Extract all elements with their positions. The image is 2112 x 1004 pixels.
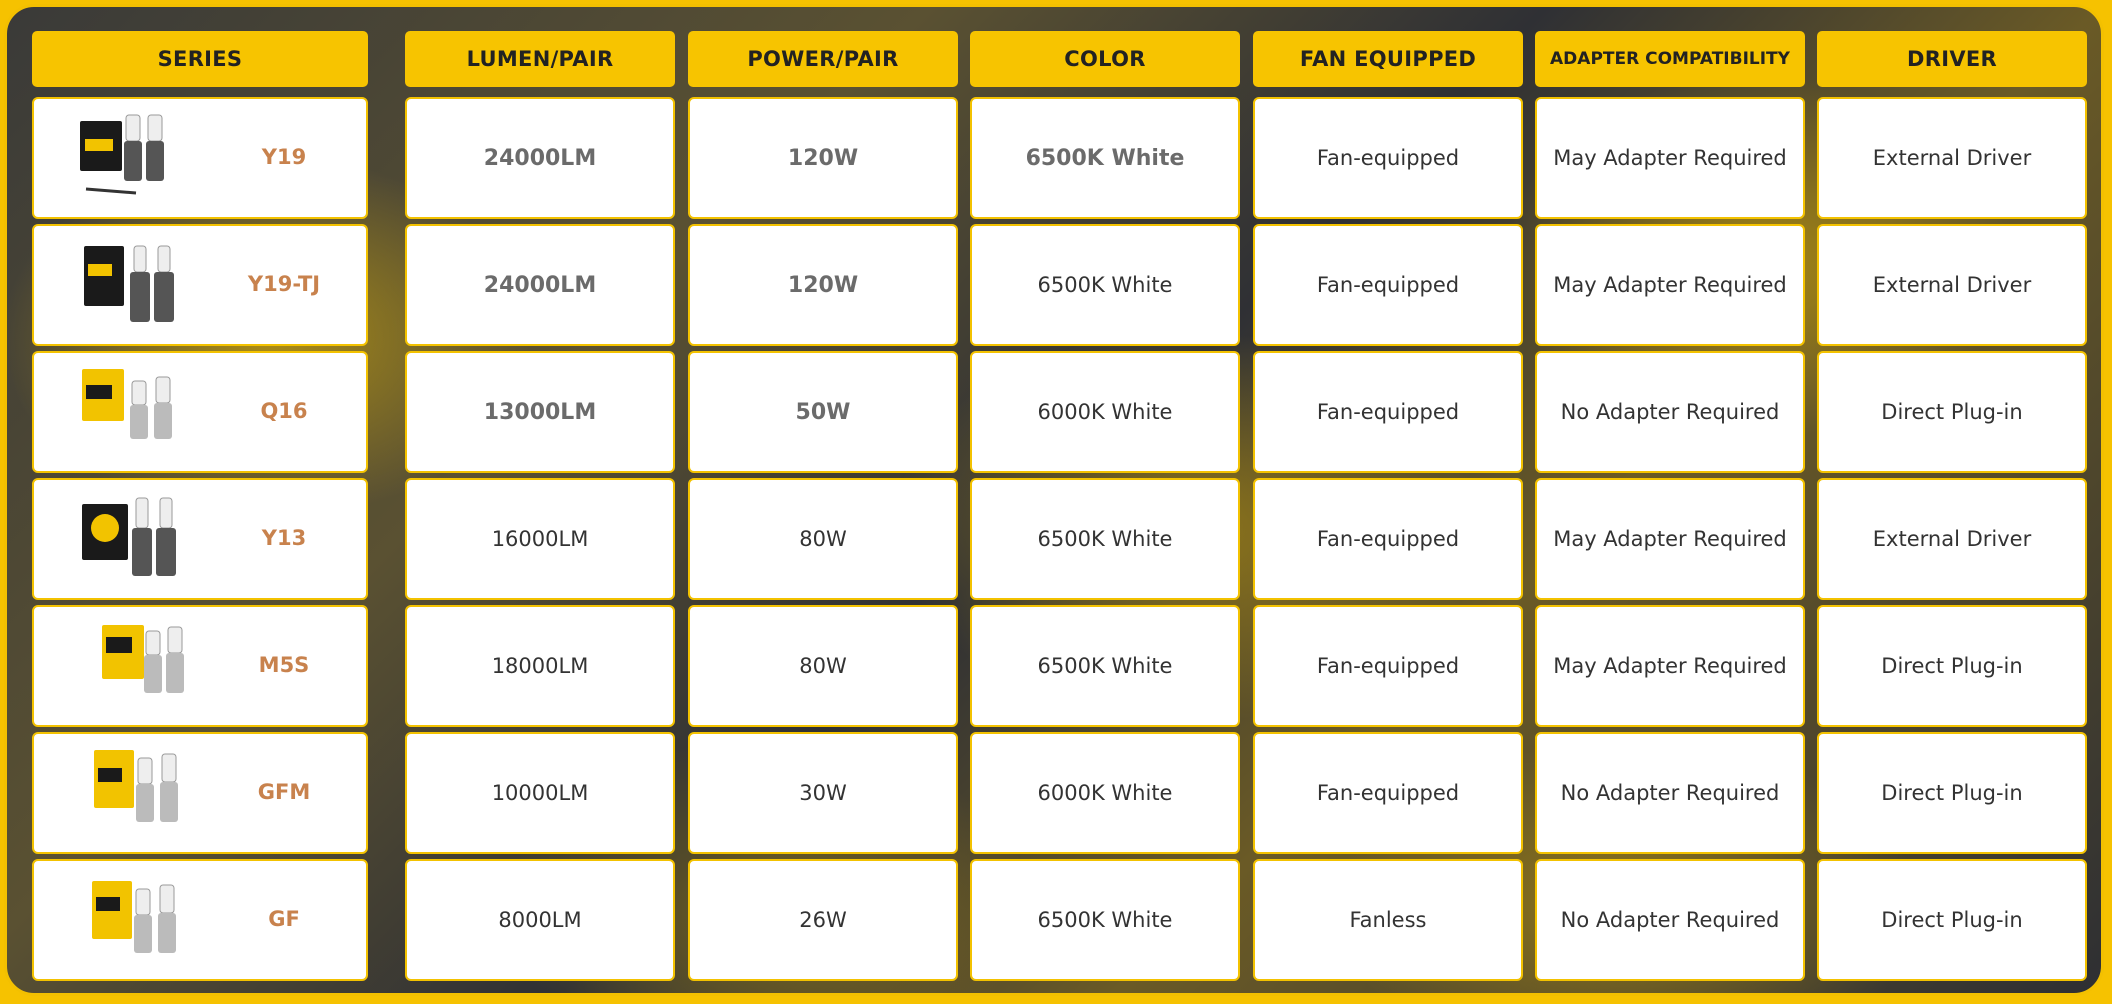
adapter-cell: No Adapter Required	[1535, 859, 1805, 981]
series-cell	[32, 351, 368, 473]
power-cell: 50W	[688, 351, 958, 473]
lumen-cell: 10000LM	[405, 732, 675, 854]
driver-cell: Direct Plug-in	[1817, 605, 2087, 727]
series-name: GF	[268, 907, 300, 931]
color-cell: 6500K White	[970, 859, 1240, 981]
comparison-table	[4, 4, 2104, 996]
adapter-cell: May Adapter Required	[1535, 478, 1805, 600]
adapter-cell: No Adapter Required	[1535, 732, 1805, 854]
series-cell	[32, 97, 368, 219]
lumen-cell: 8000LM	[405, 859, 675, 981]
lumen-cell: 24000LM	[405, 97, 675, 219]
adapter-cell: May Adapter Required	[1535, 97, 1805, 219]
series-cell	[32, 478, 368, 600]
led-headlight-bulb-icon	[76, 490, 196, 590]
driver-cell: Direct Plug-in	[1817, 732, 2087, 854]
adapter-cell: No Adapter Required	[1535, 351, 1805, 473]
color-cell: 6500K White	[970, 224, 1240, 346]
fan-cell: Fanless	[1253, 859, 1523, 981]
fan-cell: Fan-equipped	[1253, 478, 1523, 600]
led-headlight-bulb-icon	[76, 744, 196, 844]
driver-cell: External Driver	[1817, 97, 2087, 219]
series-cell	[32, 605, 368, 727]
header-series: SERIES	[32, 31, 368, 87]
fan-cell: Fan-equipped	[1253, 351, 1523, 473]
series-cell	[32, 859, 368, 981]
series-name: Y19-TJ	[247, 272, 321, 296]
header-color: COLOR	[970, 31, 1240, 87]
series-name: GFM	[257, 780, 311, 804]
driver-cell: External Driver	[1817, 224, 2087, 346]
power-cell: 120W	[688, 224, 958, 346]
series-name: Y13	[261, 526, 307, 550]
series-name: Q16	[260, 399, 308, 423]
driver-cell: External Driver	[1817, 478, 2087, 600]
header-fan: FAN EQUIPPED	[1253, 31, 1523, 87]
power-cell: 30W	[688, 732, 958, 854]
color-cell: 6500K White	[970, 605, 1240, 727]
power-cell: 120W	[688, 97, 958, 219]
color-cell: 6500K White	[970, 478, 1240, 600]
led-headlight-bulb-icon	[76, 617, 196, 717]
driver-cell: Direct Plug-in	[1817, 351, 2087, 473]
header-power: POWER/PAIR	[688, 31, 958, 87]
series-cell	[32, 732, 368, 854]
lumen-cell: 16000LM	[405, 478, 675, 600]
header-adapter: ADAPTER COMPATIBILITY	[1535, 31, 1805, 87]
led-headlight-bulb-icon	[76, 871, 196, 971]
adapter-cell: May Adapter Required	[1535, 224, 1805, 346]
adapter-cell: May Adapter Required	[1535, 605, 1805, 727]
fan-cell: Fan-equipped	[1253, 605, 1523, 727]
power-cell: 80W	[688, 478, 958, 600]
fan-cell: Fan-equipped	[1253, 732, 1523, 854]
series-name: Y19	[261, 145, 307, 169]
lumen-cell: 18000LM	[405, 605, 675, 727]
header-driver: DRIVER	[1817, 31, 2087, 87]
color-cell: 6000K White	[970, 732, 1240, 854]
led-headlight-bulb-icon	[76, 363, 196, 463]
lumen-cell: 13000LM	[405, 351, 675, 473]
series-cell	[32, 224, 368, 346]
header-lumen: LUMEN/PAIR	[405, 31, 675, 87]
color-cell: 6000K White	[970, 351, 1240, 473]
power-cell: 80W	[688, 605, 958, 727]
fan-cell: Fan-equipped	[1253, 224, 1523, 346]
lumen-cell: 24000LM	[405, 224, 675, 346]
color-cell: 6500K White	[970, 97, 1240, 219]
power-cell: 26W	[688, 859, 958, 981]
led-headlight-bulb-icon	[76, 109, 196, 209]
led-headlight-bulb-icon	[76, 236, 196, 336]
series-name: M5S	[258, 653, 310, 677]
fan-cell: Fan-equipped	[1253, 97, 1523, 219]
driver-cell: Direct Plug-in	[1817, 859, 2087, 981]
